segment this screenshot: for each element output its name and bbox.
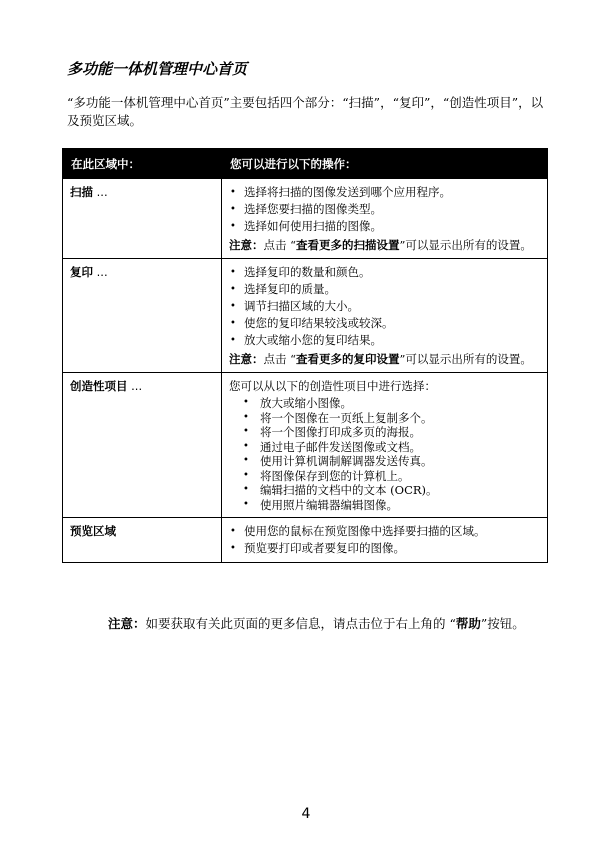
list-item: • 使用您的鼠标在预览图像中选择要扫描的区域。 [229, 523, 540, 540]
scan-settings-link: 查看更多的扫描设置 [296, 238, 400, 252]
copy-settings-link: 查看更多的复印设置 [296, 352, 400, 366]
table-row-creative [63, 373, 548, 518]
list-item: • 通过电子邮件发送图像或文档。 [242, 440, 540, 455]
copy-note [229, 352, 540, 367]
table-row-preview [63, 518, 548, 563]
list-item: • 编辑扫描的文档中的文本 (OCR)。 [242, 483, 540, 498]
list-item: • 放大或缩小您的复印结果。 [229, 332, 540, 349]
note-post: ”按钮。 [480, 616, 525, 631]
creative-ellipsis: ... [127, 379, 143, 393]
list-item: • 选择复印的数量和颜色。 [229, 264, 540, 281]
row-label-preview: 预览区域 [63, 518, 222, 563]
options-table [62, 148, 548, 563]
table-row-scan [63, 179, 548, 259]
list-item: • 预览要打印或者要复印的图像。 [229, 540, 540, 557]
scan-note [229, 238, 540, 253]
note-pre: 点击 “ [263, 238, 297, 252]
page-number: 4 [301, 806, 311, 822]
bottom-note [108, 614, 590, 634]
scan-actions [222, 179, 548, 259]
list-item: • 使您的复印结果较浅或较深。 [229, 315, 540, 332]
list-item: • 将图像保存到您的计算机上。 [242, 469, 540, 484]
copy-list [229, 264, 540, 349]
note-pre: 点击 “ [263, 352, 297, 366]
list-item: • 将一个图像打印成多页的海报。 [242, 425, 540, 440]
list-item: • 选择将扫描的图像发送到哪个应用程序。 [229, 184, 540, 201]
intro-paragraph: “多功能一体机管理中心首页”主要包括四个部分：“扫描”，“复印”，“创造性项目”，以及预览区域。 [67, 95, 544, 128]
scan-ellipsis: ... [93, 185, 108, 199]
table-header-row [63, 149, 548, 179]
note-label: 注意： [229, 352, 264, 366]
copy-ellipsis: ... [93, 265, 108, 279]
note-label: 注意： [229, 238, 264, 252]
copy-label: 复印 [70, 265, 93, 279]
list-item: • 使用计算机调制解调器发送传真。 [242, 454, 540, 469]
row-label-copy [63, 259, 222, 373]
creative-intro: 您可以从以下的创造性项目中进行选择： [229, 379, 436, 393]
creative-label: 创造性项目 [70, 379, 128, 393]
note-text: 如要获取有关此页面的更多信息，请点击位于右上角的 “ [145, 616, 456, 631]
page-title: 多功能一体机管理中心首页 [67, 60, 248, 78]
note-label: 注意： [108, 616, 146, 631]
header-area: 在此区域中： [63, 149, 222, 179]
table-row-copy [63, 259, 548, 373]
header-actions: 您可以进行以下的操作： [222, 149, 548, 179]
list-item: • 将一个图像在一页纸上复制多个。 [242, 411, 540, 426]
preview-actions [222, 518, 548, 563]
list-item: • 使用照片编辑器编辑图像。 [242, 498, 540, 513]
row-label-creative [63, 373, 222, 518]
note-post: ”可以显示出所有的设置。 [399, 352, 532, 366]
help-button-reference: 帮助 [455, 616, 481, 631]
list-item: • 选择如何使用扫描的图像。 [229, 218, 540, 235]
list-item: • 放大或缩小图像。 [242, 396, 540, 411]
list-item: • 选择复印的质量。 [229, 281, 540, 298]
preview-list [229, 523, 540, 557]
list-item: • 调节扫描区域的大小。 [229, 298, 540, 315]
creative-actions [222, 373, 548, 518]
scan-label: 扫描 [70, 185, 93, 199]
copy-actions [222, 259, 548, 373]
creative-list [229, 396, 540, 512]
row-label-scan [63, 179, 222, 259]
list-item: • 选择您要扫描的图像类型。 [229, 201, 540, 218]
note-post: ”可以显示出所有的设置。 [399, 238, 532, 252]
scan-list [229, 184, 540, 235]
